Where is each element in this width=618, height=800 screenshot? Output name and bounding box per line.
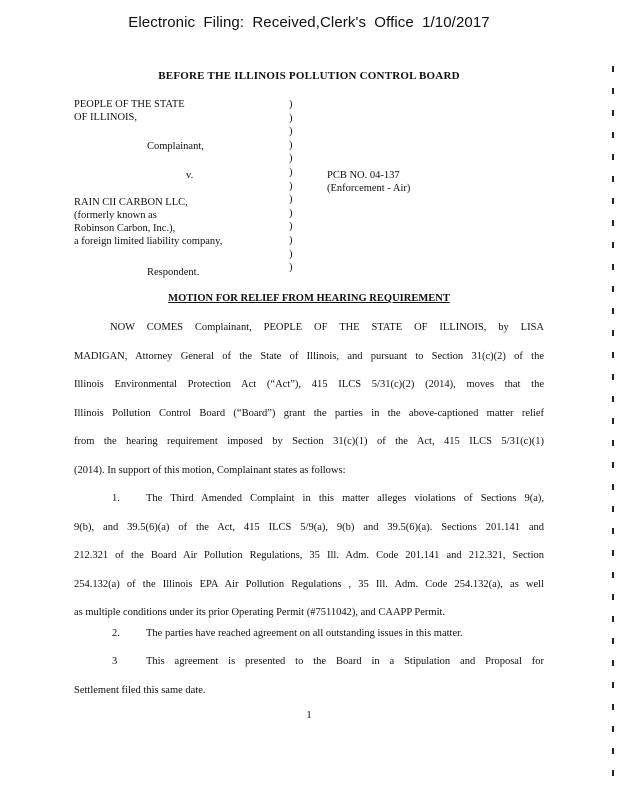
paren: ) <box>289 153 293 165</box>
page-number: 1 <box>306 709 312 721</box>
paragraph-line: as multiple conditions under its prior Operating Permit (#7511042), and CAAPP Permit. <box>74 607 446 618</box>
paragraph-1 <box>74 485 544 628</box>
paragraph-3 <box>74 648 544 705</box>
caption-respondent: Respondent. <box>147 267 200 278</box>
paren: ) <box>289 248 293 260</box>
filing-stamp: Electronic Filing: Received,Clerk's Office 1/10/2017 <box>128 14 490 31</box>
paragraph-text: The Third Amended Complaint in this matter alleges violations of Sections 9(a), <box>146 493 544 504</box>
intro-line: Illinois Environmental Protection Act (“Act”), 415 ILCS 5/31(c)(2) (2014), moves that the <box>74 379 544 390</box>
paren: ) <box>289 126 293 138</box>
board-heading: BEFORE THE ILLINOIS POLLUTION CONTROL BOARD <box>158 70 460 82</box>
paren: ) <box>289 139 293 151</box>
paren: ) <box>289 234 293 246</box>
paragraph-2 <box>74 620 544 649</box>
plaintiff-line: PEOPLE OF THE STATE <box>74 99 185 110</box>
defendant-line: a foreign limited liability company, <box>74 236 223 247</box>
intro-line: from the hearing requirement imposed by Section 31(c)(1) of the Act, 415 ILCS 5/31(c)(1) <box>74 436 544 447</box>
paragraph-text: This agreement is presented to the Board in a Stipulation and Proposal for <box>146 656 544 667</box>
case-number-block <box>327 169 410 195</box>
paren: ) <box>289 99 293 110</box>
plaintiff-line: OF ILLINOIS, <box>74 112 137 123</box>
paragraph-text: The parties have reached agreement on all outstanding issues in this matter. <box>146 628 463 639</box>
paren: ) <box>289 112 293 124</box>
defendant-line: (formerly known as <box>74 210 157 221</box>
intro-line: (2014). In support of this motion, Complainant states as follows: <box>74 464 346 476</box>
paren: ) <box>289 221 293 233</box>
paragraph-line <box>74 485 544 514</box>
paren: ) <box>289 207 293 219</box>
defendant-line: Robinson Carbon, Inc.), <box>74 223 176 234</box>
paren: ) <box>289 194 293 206</box>
intro-line: MADIGAN, Attorney General of the State of Illinois, and pursuant to Section 31(c)(2) of the <box>74 350 544 362</box>
paragraph-number: 2. <box>112 628 120 639</box>
paragraph-number: 3 <box>112 656 118 667</box>
paragraph-line: Settlement filed this same date. <box>74 684 206 696</box>
caption-complainant: Complainant, <box>147 141 204 152</box>
intro-line: NOW COMES Complainant, PEOPLE OF THE STATE OF ILLINOIS, by LISA <box>110 322 544 333</box>
motion-title: MOTION FOR RELIEF FROM HEARING REQUIREMENT <box>168 293 450 304</box>
caption-plaintiff <box>74 98 185 124</box>
paren: ) <box>289 262 293 274</box>
paragraph-line: 212.321 of the Board Air Pollution Regulations, 35 Ill. Adm. Code 201.141 and 212.321, Section <box>74 550 544 561</box>
paren: ) <box>289 166 293 178</box>
paragraph-line <box>74 620 544 649</box>
defendant-line: RAIN CII CARBON LLC, <box>74 197 188 208</box>
intro-paragraph <box>74 314 544 485</box>
caption-versus: v. <box>186 170 194 181</box>
paren: ) <box>289 180 293 192</box>
paragraph-line: 254.132(a) of the Illinois EPA Air Pollution Regulations , 35 Ill. Adm. Code 254.132(a), as well <box>74 578 544 590</box>
caption-parenthesis-column <box>289 98 293 275</box>
paragraph-line: 9(b), and 39.5(6)(a) of the Act, 415 ILCS 5/9(a), 9(b) and 39.5(6)(a). Sections 201.141 and <box>74 521 544 533</box>
intro-line: Illinois Pollution Control Board (“Board”) grant the parties in the above-captioned matter relief <box>74 407 544 419</box>
paragraph-line <box>74 648 544 677</box>
scan-edge-mark <box>612 66 614 786</box>
case-type: (Enforcement - Air) <box>327 183 411 194</box>
caption-defendant <box>74 196 222 248</box>
paragraph-number: 1. <box>112 493 120 504</box>
case-number: PCB NO. 04-137 <box>327 170 400 181</box>
